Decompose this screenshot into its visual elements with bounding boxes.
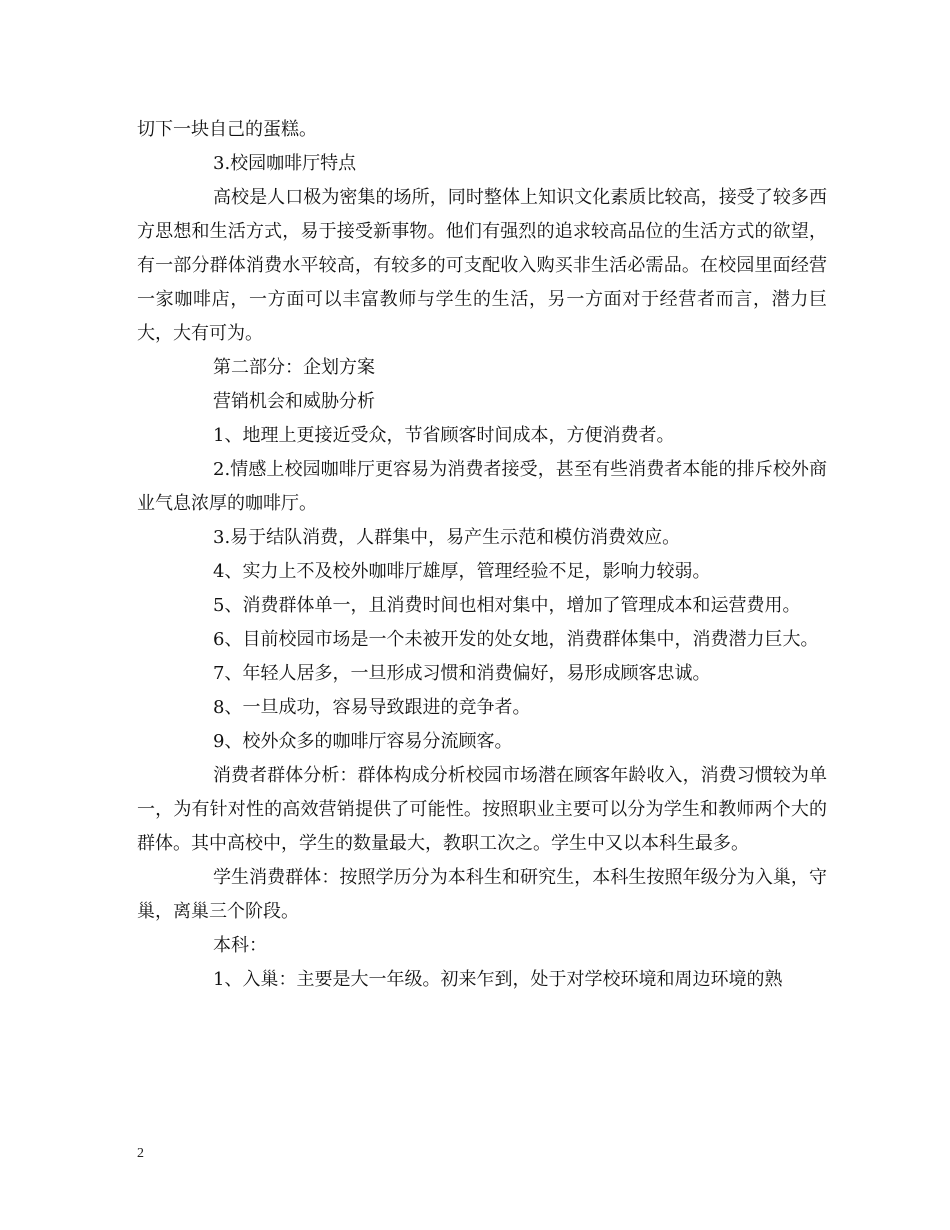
paragraph-6: 1、地理上更接近受众，节省顾客时间成本，方便消费者。 (213, 425, 675, 446)
paragraph-1: 切下一块自己的蛋糕。 (137, 119, 317, 140)
document-body (137, 113, 827, 997)
paragraph-11: 6、目前校园市场是一个未被开发的处女地，消费群体集中，消费潜力巨大。 (213, 629, 819, 650)
paragraph-5: 营销机会和威胁分析 (213, 391, 375, 412)
paragraph-7: 2.情感上校园咖啡厅更容易为消费者接受，甚至有些消费者本能的排斥校外商业气息浓厚的咖啡厅。 (137, 459, 827, 514)
paragraph-18: 1、入巢：主要是大一年级。初来乍到，处于对学校环境和周边环境的熟 (213, 969, 783, 990)
paragraph-12: 7、年轻人居多，一旦形成习惯和消费偏好，易形成顾客忠诚。 (213, 663, 711, 684)
paragraph-8: 3.易于结队消费，人群集中，易产生示范和模仿消费效应。 (213, 527, 681, 548)
paragraph-10: 5、消费群体单一，且消费时间也相对集中，增加了管理成本和运营费用。 (213, 595, 801, 616)
paragraph-9: 4、实力上不及校外咖啡厅雄厚，管理经验不足，影响力较弱。 (213, 561, 711, 582)
paragraph-15: 消费者群体分析：群体构成分析校园市场潜在顾客年龄收入，消费习惯较为单一，为有针对性的高效营销提供了可能性。按照职业主要可以分为学生和教师两个大的群体。其中高校中，学生的数量最大，教职工次之。学生中又以本科生最多。 (137, 765, 827, 854)
page-number: 2 (137, 1146, 144, 1161)
paragraph-16: 学生消费群体：按照学历分为本科生和研究生，本科生按照年级分为入巢，守巢，离巢三个阶段。 (137, 867, 827, 922)
paragraph-2: 3.校园咖啡厅特点 (213, 153, 357, 174)
paragraph-13: 8、一旦成功，容易导致跟进的竞争者。 (213, 697, 531, 718)
paragraph-3: 高校是人口极为密集的场所，同时整体上知识文化素质比较高，接受了较多西方思想和生活方式，易于接受新事物。他们有强烈的追求较高品位的生活方式的欲望，有一部分群体消费水平较高，有较多的可支配收入购买非生活必需品。在校园里面经营一家咖啡店，一方面可以丰富教师与学生的生活，另一方面对于经营者而言，潜力巨大，大有可为。 (137, 187, 827, 344)
paragraph-17: 本科： (213, 935, 267, 956)
paragraph-4: 第二部分：企划方案 (213, 357, 375, 378)
paragraph-14: 9、校外众多的咖啡厅容易分流顾客。 (213, 731, 513, 752)
